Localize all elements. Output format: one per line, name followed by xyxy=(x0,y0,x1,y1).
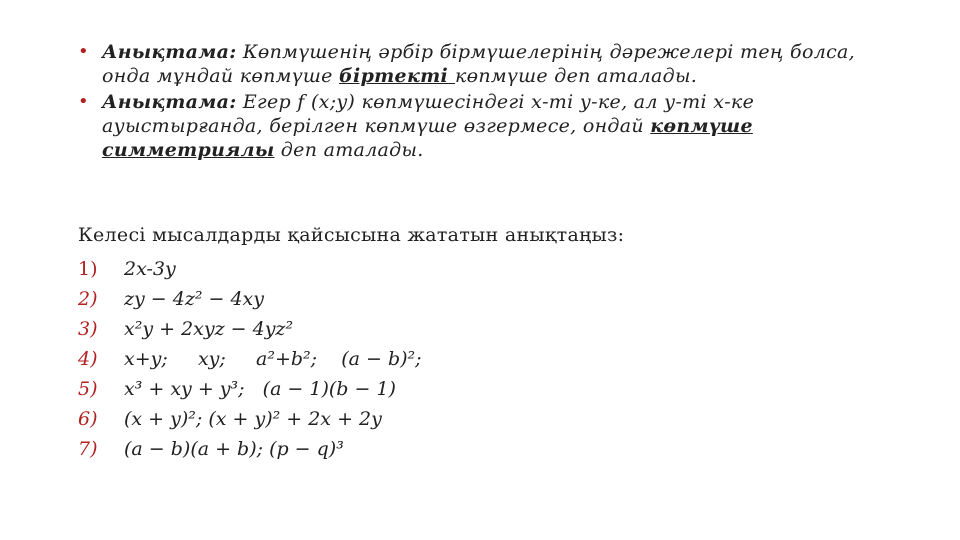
item-expression: zy − 4z² − 4xy xyxy=(124,288,264,310)
item-number: 2) xyxy=(78,288,98,310)
item-number: 5) xyxy=(78,378,98,400)
definition-text: Егер f (x;y) көпмүшесіндегі х-ті у-ке, ал у-ті х-ке ауыстырғанда, берілген көпмүше өзгермесе, ондай xyxy=(102,91,755,137)
definition-1 xyxy=(78,40,878,88)
definition-text-end: көпмүше деп аталады. xyxy=(454,65,698,87)
definition-text: Көпмүшенің әрбір бірмүшелерінің дәрежелері тең болса, онда мұндай көпмүше xyxy=(102,41,855,87)
item-number: 4) xyxy=(78,348,98,370)
definition-highlight: біртекті xyxy=(339,65,455,87)
item-number: 3) xyxy=(78,318,98,340)
bullet-icon: • xyxy=(78,91,89,112)
item-expression: x+y; xy; a²+b²; (a − b)²; xyxy=(124,348,422,370)
task-prompt: Келесі мысалдарды қайсысына жататын анықтаңыз: xyxy=(78,224,625,246)
item-expression: (x + y)²; (x + y)² + 2x + 2y xyxy=(124,408,382,430)
definitions-list xyxy=(78,40,878,164)
item-expression: x³ + xy + y³; (a − 1)(b − 1) xyxy=(124,378,396,400)
item-expression: (a − b)(a + b); (p − q)³ xyxy=(124,438,344,460)
item-number: 7) xyxy=(78,438,98,460)
item-number: 6) xyxy=(78,408,98,430)
definition-highlight: көпмүше симметриялы xyxy=(102,115,753,161)
definition-2 xyxy=(78,90,878,162)
bullet-icon: • xyxy=(78,41,89,62)
definition-term: Анықтама: xyxy=(102,91,237,113)
item-expression: 2x-3y xyxy=(124,258,176,280)
definition-term: Анықтама: xyxy=(102,41,237,63)
definition-text-end: деп аталады. xyxy=(274,139,424,161)
item-number: 1) xyxy=(78,258,98,280)
item-expression: x²y + 2xyz − 4yz² xyxy=(124,318,294,340)
